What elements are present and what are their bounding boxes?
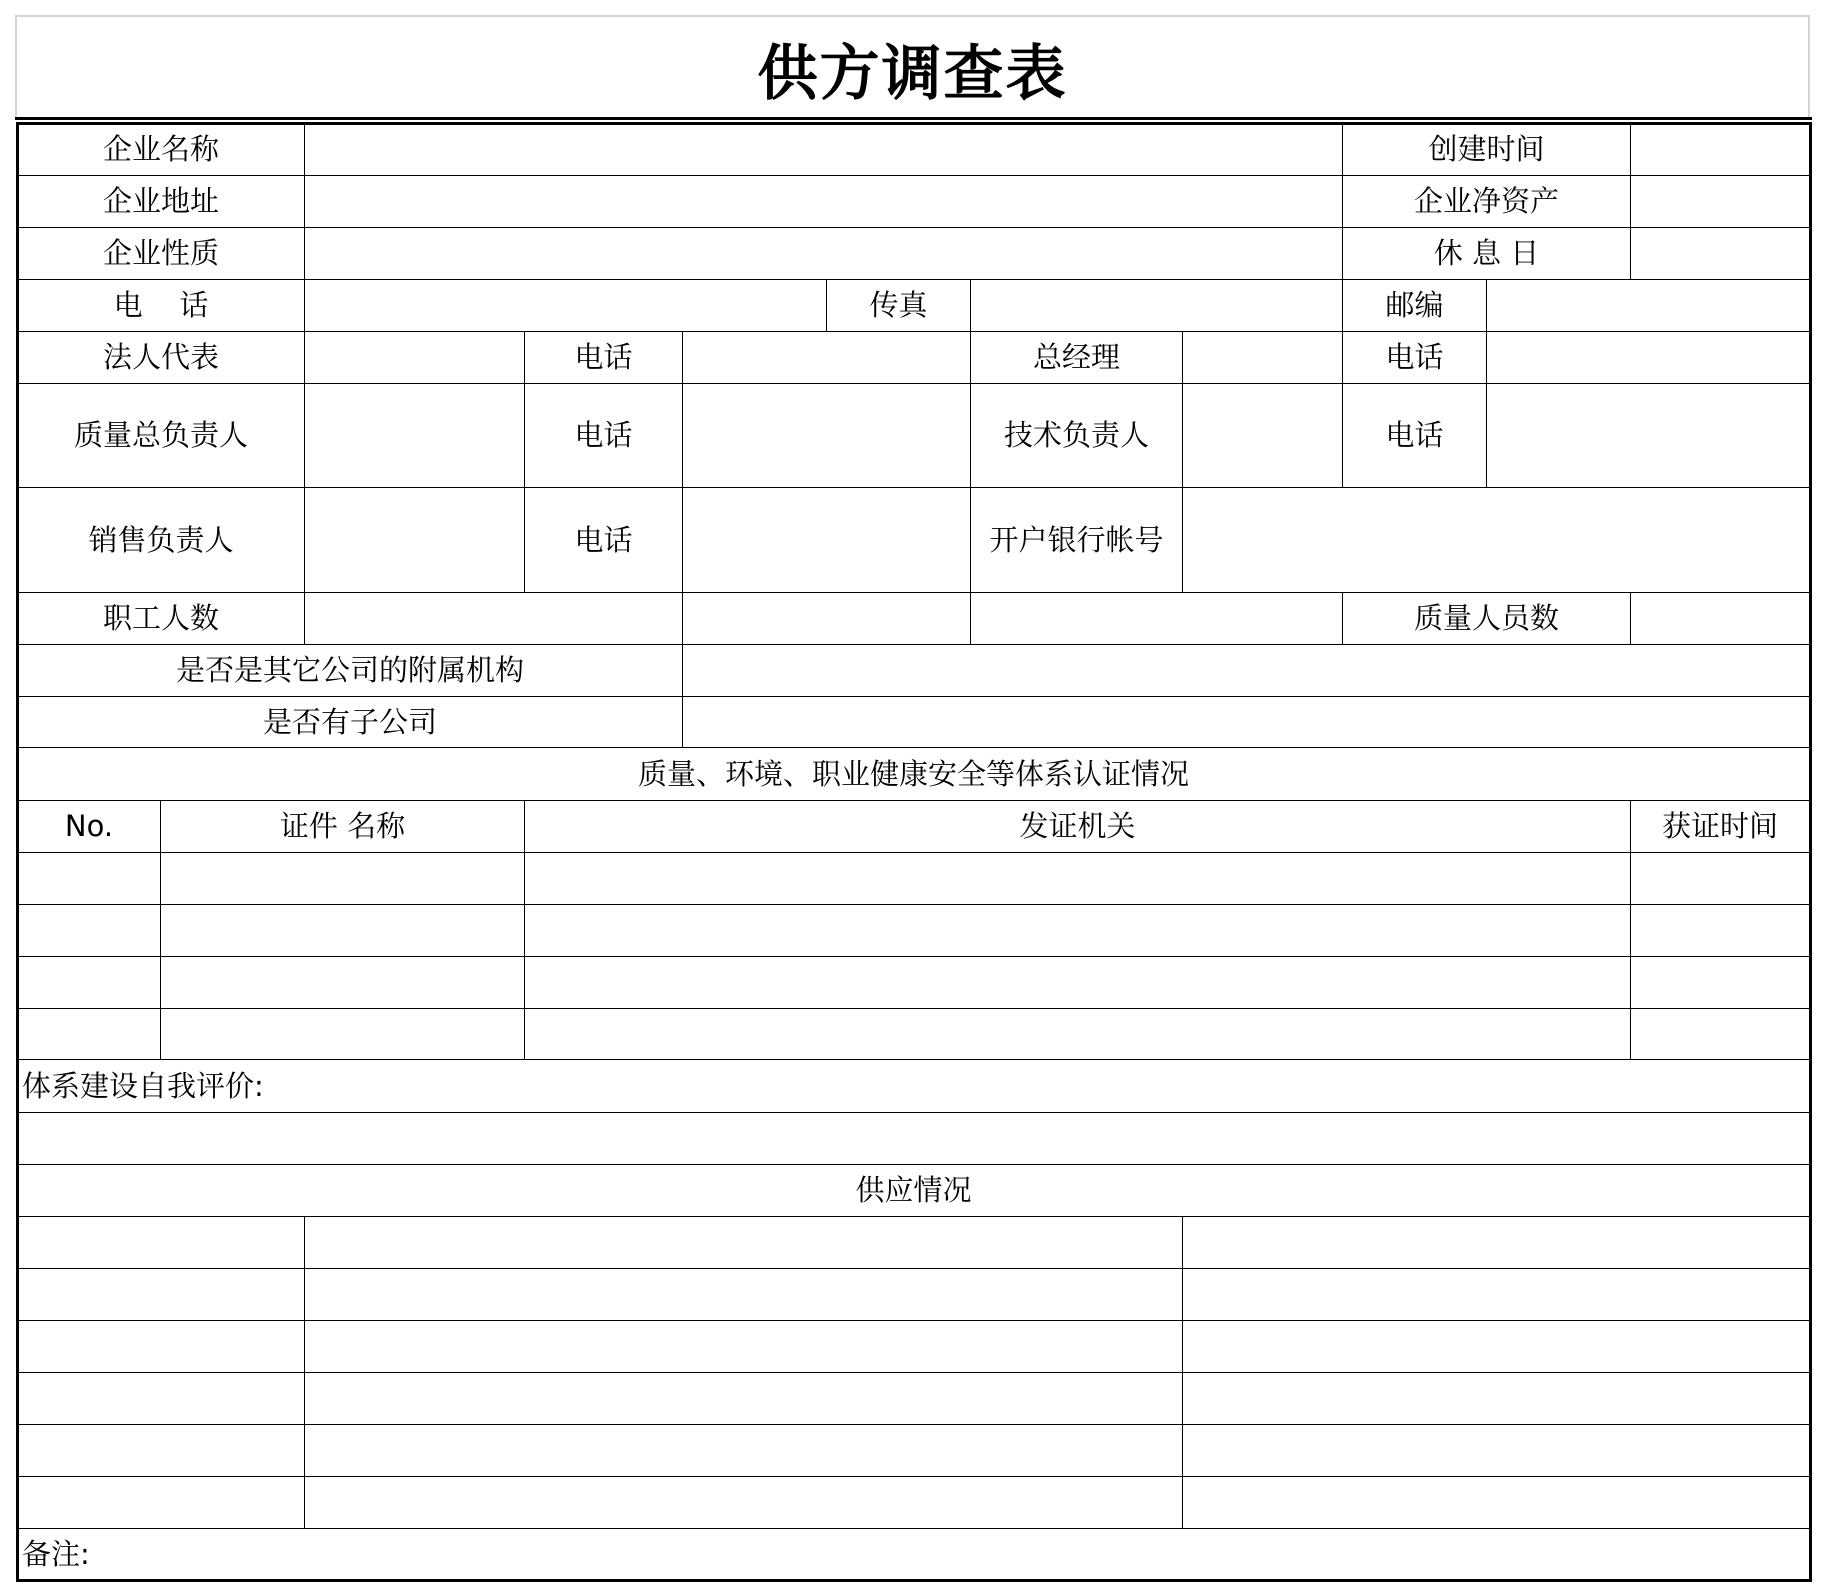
cert-row-4-issuer[interactable] <box>524 1008 1631 1060</box>
rest-day-label: 休 息 日 <box>1342 227 1631 280</box>
phone-field[interactable] <box>304 279 827 332</box>
general-manager-label: 总经理 <box>970 331 1183 384</box>
supply-row-5-col-2[interactable] <box>304 1424 1183 1477</box>
supply-row-6-col-3[interactable] <box>1182 1476 1810 1529</box>
legal-rep-phone-field[interactable] <box>682 331 971 384</box>
company-address-field[interactable] <box>304 175 1343 228</box>
is-affiliate-label: 是否是其它公司的附属机构 <box>17 644 683 697</box>
company-name-field[interactable] <box>304 123 1343 176</box>
fax-label: 传真 <box>826 279 971 332</box>
self-evaluation-label: 体系建设自我评价: <box>17 1059 1810 1113</box>
phone-label: 电 话 <box>17 279 305 332</box>
cert-col-name: 证件 名称 <box>160 800 525 853</box>
net-assets-field[interactable] <box>1630 175 1810 228</box>
title-box <box>15 15 1810 119</box>
blank-field-2[interactable] <box>970 592 1343 645</box>
cert-row-2-no[interactable] <box>17 904 161 957</box>
bank-account-label: 开户银行帐号 <box>970 487 1183 593</box>
cert-row-1-issuer[interactable] <box>524 852 1631 905</box>
general-manager-phone-field[interactable] <box>1486 331 1810 384</box>
supply-row-3-col-2[interactable] <box>304 1320 1183 1373</box>
supply-row-3-col-1[interactable] <box>17 1320 305 1373</box>
general-manager-phone-label: 电话 <box>1342 331 1487 384</box>
legal-rep-phone-label: 电话 <box>524 331 683 384</box>
supply-row-1-col-2[interactable] <box>304 1216 1183 1269</box>
supply-row-4-col-2[interactable] <box>304 1372 1183 1425</box>
supply-row-4-col-3[interactable] <box>1182 1372 1810 1425</box>
sales-head-field[interactable] <box>304 487 525 593</box>
self-evaluation-field[interactable] <box>17 1112 1810 1165</box>
staff-count-field[interactable] <box>304 592 683 645</box>
quality-staff-count-label: 质量人员数 <box>1342 592 1631 645</box>
fax-field[interactable] <box>970 279 1343 332</box>
bank-account-field[interactable] <box>1182 487 1810 593</box>
company-nature-field[interactable] <box>304 227 1343 280</box>
cert-row-1-date[interactable] <box>1630 852 1810 905</box>
supply-row-3-col-3[interactable] <box>1182 1320 1810 1373</box>
cert-row-3-name[interactable] <box>160 956 525 1009</box>
remarks-label[interactable]: 备注: <box>17 1528 1810 1581</box>
supply-row-2-col-2[interactable] <box>304 1268 1183 1321</box>
rest-day-field[interactable] <box>1630 227 1810 280</box>
title-divider <box>15 117 1812 120</box>
staff-count-label: 职工人数 <box>17 592 305 645</box>
cert-row-1-no[interactable] <box>17 852 161 905</box>
cert-col-date: 获证时间 <box>1630 800 1810 853</box>
cert-row-2-name[interactable] <box>160 904 525 957</box>
supply-row-1-col-3[interactable] <box>1182 1216 1810 1269</box>
supply-row-6-col-1[interactable] <box>17 1476 305 1529</box>
cert-row-3-no[interactable] <box>17 956 161 1009</box>
sales-head-phone-field[interactable] <box>682 487 971 593</box>
company-address-label: 企业地址 <box>17 175 305 228</box>
cert-row-4-date[interactable] <box>1630 1008 1810 1060</box>
tech-head-field[interactable] <box>1182 383 1343 488</box>
postcode-label: 邮编 <box>1342 279 1487 332</box>
supply-row-4-col-1[interactable] <box>17 1372 305 1425</box>
legal-rep-field[interactable] <box>304 331 525 384</box>
supply-row-2-col-1[interactable] <box>17 1268 305 1321</box>
general-manager-field[interactable] <box>1182 331 1343 384</box>
cert-row-3-date[interactable] <box>1630 956 1810 1009</box>
is-affiliate-field[interactable] <box>682 644 1810 697</box>
cert-col-no: No. <box>17 800 161 853</box>
supply-row-2-col-3[interactable] <box>1182 1268 1810 1321</box>
cert-row-3-issuer[interactable] <box>524 956 1631 1009</box>
cert-col-issuer: 发证机关 <box>524 800 1631 853</box>
quality-head-field[interactable] <box>304 383 525 488</box>
cert-row-2-date[interactable] <box>1630 904 1810 957</box>
supply-row-1-col-1[interactable] <box>17 1216 305 1269</box>
founded-time-label: 创建时间 <box>1342 123 1631 176</box>
cert-row-4-no[interactable] <box>17 1008 161 1060</box>
quality-head-label: 质量总负责人 <box>17 383 305 488</box>
quality-head-phone-field[interactable] <box>682 383 971 488</box>
page-title: 供方调查表 <box>757 39 1068 109</box>
company-name-label: 企业名称 <box>17 123 305 176</box>
legal-rep-label: 法人代表 <box>17 331 305 384</box>
supply-row-5-col-1[interactable] <box>17 1424 305 1477</box>
blank-field-1[interactable] <box>682 592 971 645</box>
tech-head-phone-field[interactable] <box>1486 383 1810 488</box>
sales-head-phone-label: 电话 <box>524 487 683 593</box>
net-assets-label: 企业净资产 <box>1342 175 1631 228</box>
has-subsidiary-field[interactable] <box>682 696 1810 748</box>
quality-head-phone-label: 电话 <box>524 383 683 488</box>
tech-head-label: 技术负责人 <box>970 383 1183 488</box>
has-subsidiary-label: 是否有子公司 <box>17 696 683 748</box>
supply-row-5-col-3[interactable] <box>1182 1424 1810 1477</box>
founded-time-field[interactable] <box>1630 123 1810 176</box>
certification-section-title: 质量、环境、职业健康安全等体系认证情况 <box>17 747 1810 801</box>
cert-row-2-issuer[interactable] <box>524 904 1631 957</box>
tech-head-phone-label: 电话 <box>1342 383 1487 488</box>
company-nature-label: 企业性质 <box>17 227 305 280</box>
sales-head-label: 销售负责人 <box>17 487 305 593</box>
postcode-field[interactable] <box>1486 279 1810 332</box>
cert-row-4-name[interactable] <box>160 1008 525 1060</box>
supply-row-6-col-2[interactable] <box>304 1476 1183 1529</box>
quality-staff-count-field[interactable] <box>1630 592 1810 645</box>
cert-row-1-name[interactable] <box>160 852 525 905</box>
supply-section-title: 供应情况 <box>17 1164 1810 1217</box>
